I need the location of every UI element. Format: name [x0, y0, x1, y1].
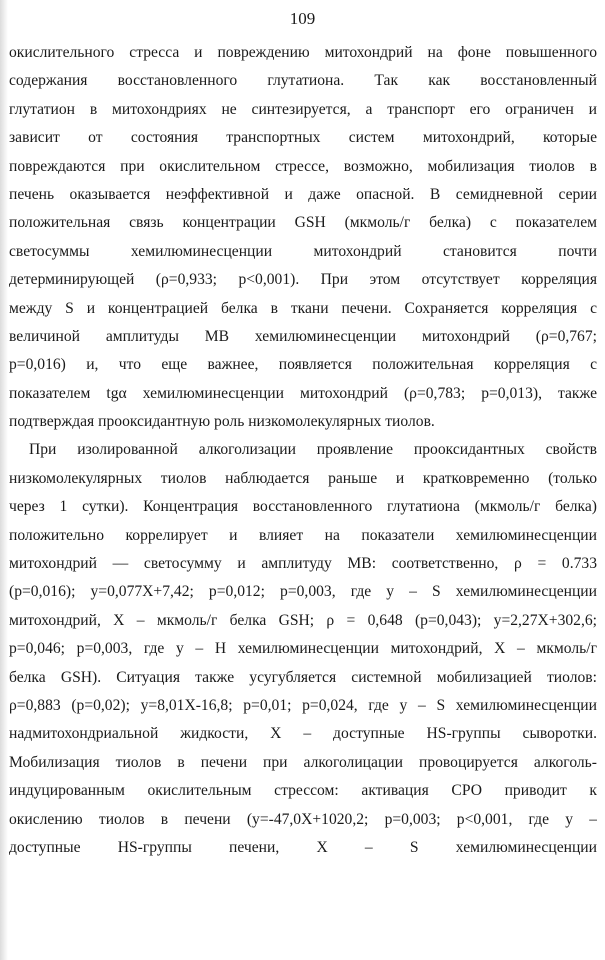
text-line: подтверждая прооксидантную роль низкомолекулярных тиолов.: [9, 413, 435, 431]
paragraph-1: [9, 39, 597, 436]
text-line: зависит от состояния транспортных систем митохондрий, которые: [9, 129, 597, 147]
text-line: ρ=0,883 (p=0,02); y=8,01X-16,8; p=0,01; p=0,024, где y – S хемилюминесценции: [9, 696, 597, 714]
scan-edge-shadow: [0, 0, 8, 960]
text-line: величиной амплитуды МВ хемилюминесценции митохондрий (ρ=0,767;: [9, 327, 597, 345]
text-line: Мобилизация тиолов в печени при алкоголицации провоцируется алкоголь-: [9, 753, 597, 771]
text-line: индуцированным окислительным стрессом: активация СРО приводит к: [9, 782, 597, 800]
text-line: глутатион в митохондриях не синтезируется, а транспорт его ограничен и: [9, 100, 597, 118]
text-line: положительная связь концентрации GSH (мкмоль/г белка) с показателем: [9, 214, 597, 232]
text-line: через 1 сутки). Концентрация восстановленного глутатиона (мкмоль/г белка): [9, 498, 597, 516]
text-line: между S и концентрацией белка в ткани печени. Сохраняется корреляция с: [9, 299, 597, 317]
text-line: (p=0,016); y=0,077X+7,42; p=0,012; p=0,003, где y – S хемилюминесценции: [9, 583, 597, 601]
text-line: При изолированной алкоголизации проявление прооксидантных свойств: [29, 441, 597, 459]
text-line: светосуммы хемилюминесценции митохондрий становится почти: [9, 242, 597, 260]
text-line: показателем tgα хемилюминесценции митохондрий (ρ=0,783; p=0,013), также: [9, 384, 597, 402]
text-line: положительно коррелирует и влияет на показатели хемилюминесценции: [9, 526, 597, 544]
text-line: p=0,046; p=0,003, где y – H хемилюминесценции митохондрий, X – мкмоль/г: [9, 640, 597, 658]
text-line: доступные HS-группы печени, X – S хемилюминесценции: [9, 838, 597, 856]
body-text: [9, 39, 597, 862]
paragraph-2: [9, 436, 597, 862]
text-line: белка GSH). Ситуация также усугубляется системной мобилизацией тиолов:: [9, 668, 597, 686]
page-number: 109: [289, 9, 316, 28]
text-line: митохондрий — светосумму и амплитуду МВ: соответственно, ρ = 0.733: [9, 555, 597, 573]
text-line: окислительного стресса и повреждению митохондрий на фоне повышенного: [9, 44, 597, 61]
text-line: повреждаются при окислительном стрессе, возможно, мобилизация тиолов в: [9, 157, 597, 175]
text-line: надмитохондриальной жидкости, X – доступные HS-группы сыворотки.: [9, 725, 597, 743]
text-line: окислению тиолов в печени (y=-47,0X+1020,2; p=0,003; p<0,001, где y –: [9, 810, 597, 828]
text-line: митохондрий, X – мкмоль/г белка GSH; ρ = 0,648 (p=0,043); y=2,27X+302,6;: [9, 611, 597, 629]
text-line: p=0,016) и, что еще важнее, появляется положительная корреляция с: [9, 356, 597, 374]
text-line: детерминирующей (ρ=0,933; p<0,001). При этом отсутствует корреляция: [9, 271, 597, 289]
text-line: низкомолекулярных тиолов наблюдается раньше и кратковременно (только: [9, 469, 597, 487]
text-line: содержания восстановленного глутатиона. Так как восстановленный: [9, 72, 597, 90]
text-line: печень оказывается неэффективной и даже опасной. В семидневной серии: [9, 185, 597, 203]
